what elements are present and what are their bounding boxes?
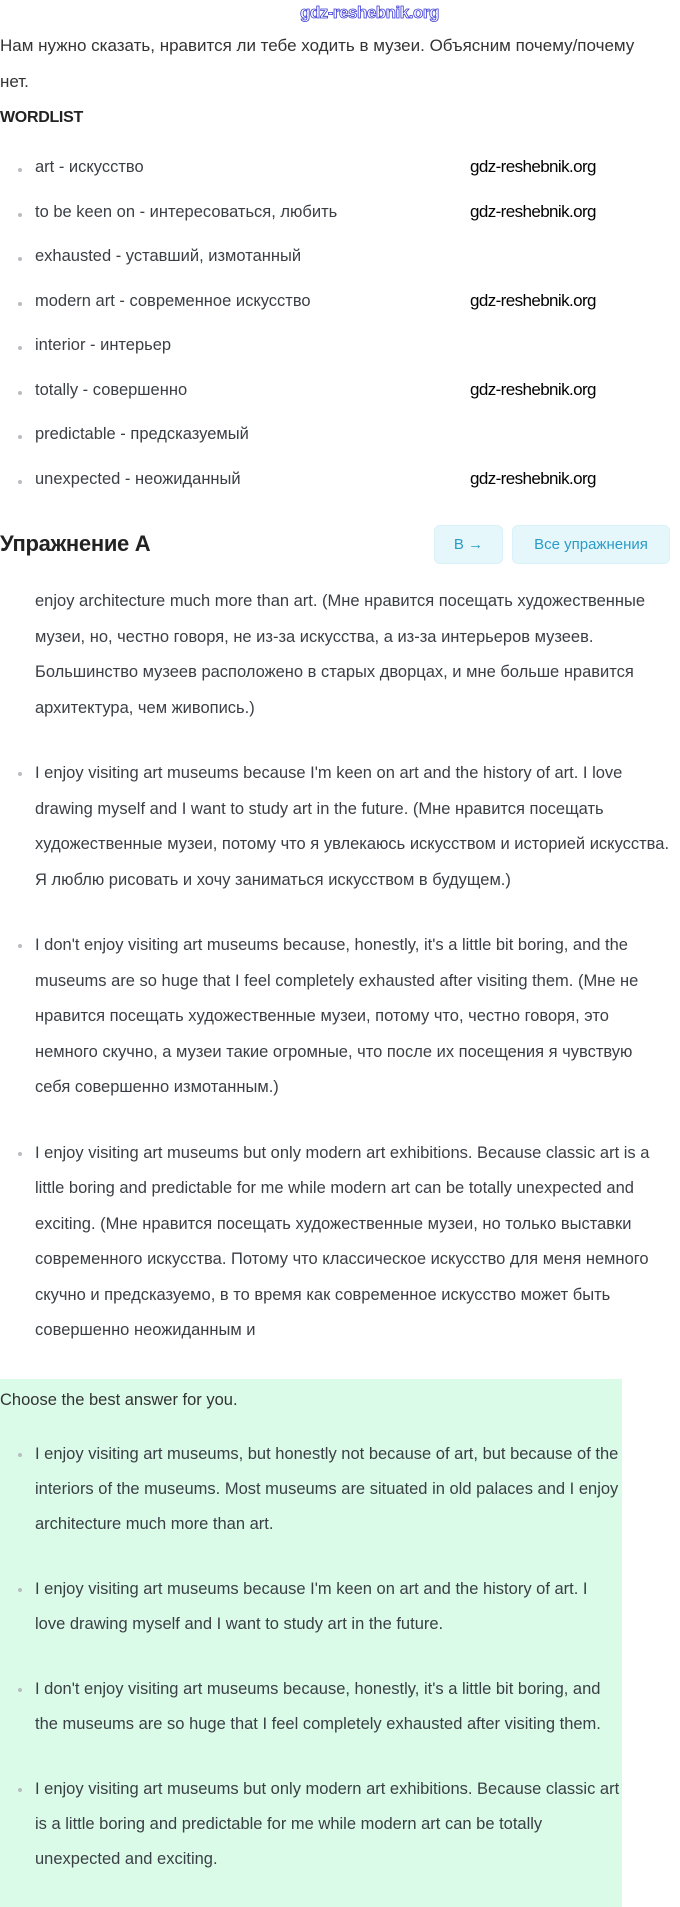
wordlist-item-text: totally - совершенно bbox=[35, 380, 188, 399]
watermark-text: gdz-reshebnik.org bbox=[470, 379, 596, 399]
wordlist-item bbox=[0, 464, 680, 509]
watermark-text: gdz-reshebnik.org bbox=[300, 3, 439, 22]
wordlist-item bbox=[0, 241, 680, 286]
option-item: I enjoy visiting art museums, but honestly not because of art, but because of the interiors of the museums. Most museums are situated in old palaces and I enjoy architecture much more than art. bbox=[0, 1437, 620, 1542]
watermark-text: gdz-reshebnik.org bbox=[470, 468, 596, 488]
option-item: I enjoy visiting art museums because I'm keen on art and the history of art. I love drawing myself and I want to study art in the future. bbox=[0, 1572, 620, 1642]
task-instruction: Choose the best answer for you. bbox=[0, 1390, 238, 1409]
answer-continued: enjoy architecture much more than art. (Мне нравится посещать художественные музеи, но, честно говоря, не из-за искусства, а из-за интерьеров музеев. Большинство музеев расположено в старых дворцах, и мне больше нравится архитектура, чем живопись.) bbox=[35, 592, 646, 717]
wordlist-item bbox=[0, 330, 680, 375]
wordlist-item-text: to be keen on - интересоваться, любить bbox=[35, 202, 338, 221]
wordlist-item-text: modern art - современное искусство bbox=[35, 291, 311, 310]
intro-text: Нам нужно сказать, нравится ли тебе ходить в музеи. Объясним почему/почему нет. bbox=[0, 36, 635, 91]
wordlist-item bbox=[0, 286, 680, 331]
watermark-text: gdz-reshebnik.org bbox=[470, 290, 596, 310]
answer-item: I enjoy visiting art museums but only modern art exhibitions. Because classic art is a little boring and predictable for me while modern art can be totally unexpected and exciting. (Мне нравится посещать художественные музеи, но только выставки современного искусства. Потому что классическое искусство для меня немного скучно и предсказуемо, в то время как современное искусство может быть совершенно неожиданным и bbox=[0, 1136, 670, 1349]
wordlist-item bbox=[0, 197, 680, 242]
answer-item: I don't enjoy visiting art museums because, honestly, it's a little bit boring, and the museums are so huge that I feel completely exhausted after visiting them. (Мне не нравится посещать художественные музеи, потому что, честно говоря, это немного скучно, а музеи такие огромные, что после их посещения я чувствую себя совершенно измотанным.) bbox=[0, 928, 670, 1106]
task-options bbox=[0, 1437, 620, 1877]
wordlist-item bbox=[0, 152, 680, 197]
exercise-header bbox=[0, 524, 680, 564]
option-item: I don't enjoy visiting art museums because, honestly, it's a little bit boring, and the museums are so huge that I feel completely exhausted after visiting them. bbox=[0, 1672, 620, 1742]
watermark-text: gdz-reshebnik.org bbox=[470, 157, 596, 176]
wordlist-item bbox=[0, 375, 680, 420]
wordlist-item bbox=[0, 419, 680, 464]
wordlist-item-text: art - искусство bbox=[35, 158, 144, 176]
answers-list bbox=[0, 756, 670, 1349]
all-exercises-button[interactable]: Все упражнения bbox=[512, 525, 670, 564]
task-highlight-panel bbox=[0, 1379, 622, 1907]
answers-section bbox=[0, 584, 670, 1349]
wordlist-item-text: exhausted - уставший, измотанный bbox=[35, 247, 302, 265]
option-item: I enjoy visiting art museums but only modern art exhibitions. Because classic art is a little boring and predictable for me while modern art can be totally unexpected and exciting. bbox=[0, 1772, 620, 1877]
wordlist bbox=[0, 152, 680, 508]
answer-item: I enjoy visiting art museums because I'm keen on art and the history of art. I love drawing myself and I want to study art in the future. (Мне нравится посещать художественные музеи, потому что я увлекаюсь искусством и историей искусства. Я люблю рисовать и хочу заниматься искусством в будущем.) bbox=[0, 756, 670, 898]
wordlist-title: WORDLIST bbox=[0, 109, 83, 126]
wordlist-item-text: unexpected - неожиданный bbox=[35, 469, 241, 488]
wordlist-item-text: predictable - предсказуемый bbox=[35, 425, 249, 443]
next-exercise-button[interactable]: B → bbox=[434, 525, 503, 564]
exercise-title: Упражнение A bbox=[0, 531, 151, 556]
wordlist-item-text: interior - интерьер bbox=[35, 336, 172, 354]
watermark-text: gdz-reshebnik.org bbox=[470, 201, 596, 221]
